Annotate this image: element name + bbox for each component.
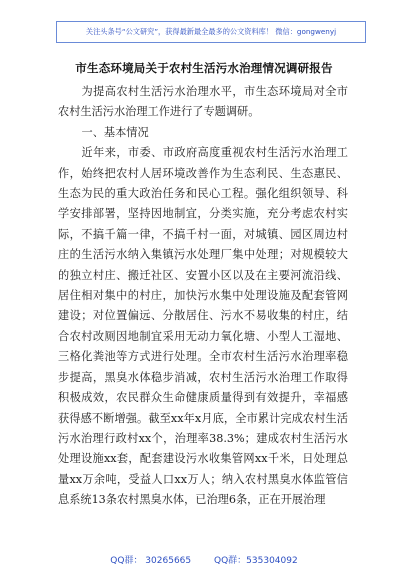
section-heading: 一、基本情况 bbox=[81, 125, 149, 139]
document-body bbox=[58, 82, 348, 511]
qq-group-2: QQ群：535304092 bbox=[214, 556, 298, 566]
footer-contacts bbox=[0, 553, 408, 566]
header-banner-text: 关注头条号“公文研究”，获得最新最全最多的公文资料库！ 微信：gongwenyj bbox=[85, 27, 337, 36]
document-title: 市生态环境局关于农村生活污水治理情况调研报告 bbox=[75, 61, 333, 75]
qq-group-1: QQ群： 30265665 bbox=[110, 556, 192, 566]
header-banner bbox=[56, 21, 366, 43]
intro-paragraph: 为提高农村生活污水治理水平，市生态环境局对全市农村生活污水治理工作进行了专题调研。 bbox=[58, 85, 348, 119]
body-paragraph: 近年来，市委、市政府高度重视农村生活污水治理工作，始终把农村人居环境改善作为生态利民、生态惠民、生态为民的重大政治任务和民心工程。强化组织领导、科学安排部署，坚持因地制宜，分类实施，充分考虑农村实际，不搞千篇一律，不搞千村一面，对城镇、园区周边村庄的生活污水纳入集镇污水处理厂集中处理；对规模较大的独立村庄、搬迁社区、安置小区以及在主要河流沿线、居住相对集中的村庄，加快污水集中处理设施及配套管网建设；对位置偏远、分散居住、污水不易收集的村庄，结合农村改厕因地制宜采用无动力氧化塘、小型人工湿地、三格化粪池等方式进行处理。全市农村生活污水治理率稳步提高，黑臭水体稳步消减，农村生活污水治理工作取得积极成效，农民群众生命健康质量得到有效提升，幸福感获得感不断增强。截至xx年x月底，全市累计完成农村生活污水治理行政村xx个，治理率38.3%；建成农村生活污水处理设施xx套，配套建设污水收集管网xx千米，日处理总量xx万余吨，受益人口xx万人；纳入农村黑臭水体监管信息系统13条农村黑臭水体，已治理6条，正在开展治理 bbox=[58, 146, 348, 507]
